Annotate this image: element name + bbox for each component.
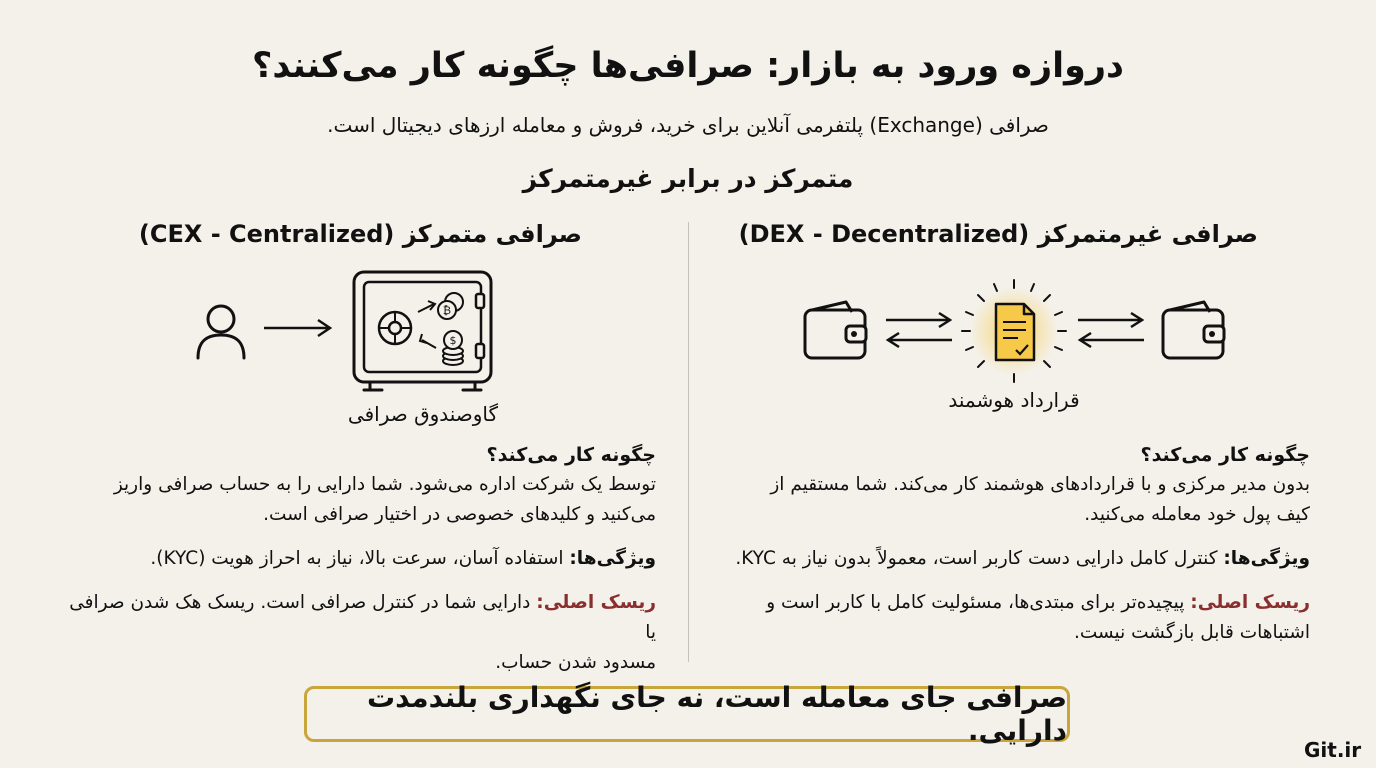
bitcoin-coin-icon <box>438 293 463 319</box>
dex-how-line-2: کیف پول خود معامله می‌کنید. <box>1084 504 1310 525</box>
cex-risk-label: ریسک اصلی: <box>536 592 656 613</box>
smart-contract-icon <box>960 278 1068 384</box>
dex-risk-line-1: پیچیده‌تر برای مبتدی‌ها، مسئولیت کامل با کاربر است و <box>766 592 1191 613</box>
vault-dial-icon <box>379 312 411 344</box>
wallet-icon <box>1160 298 1228 362</box>
cex-features-text: استفاده آسان، سرعت بالا، نیاز به احراز هویت (KYC). <box>150 548 570 569</box>
exchange-arrows-icon <box>1076 310 1146 350</box>
dex-features-text: کنترل کامل دارایی دست کاربر است، معمولاً بدون نیاز به KYC. <box>735 548 1224 569</box>
cex-risk-line-2: مسدود شدن حساب. <box>495 652 656 673</box>
motto-box <box>304 681 1070 747</box>
page-subtitle: صرافی (Exchange) پلتفرمی آنلاین برای خرید، فروش و معامله ارزهای دیجیتال است. <box>327 113 1049 137</box>
cex-risk-line-1: دارایی شما در کنترل صرافی است. ریسک هک شدن صرافی یا <box>69 592 656 643</box>
cex-how-line-1: توسط یک شرکت اداره می‌شود. شما دارایی را به حساب صرافی واریز <box>113 474 656 495</box>
dex-features <box>716 544 1310 574</box>
vault-icon <box>350 268 495 394</box>
comparison-heading: متمرکز در برابر غیرمتمرکز <box>522 164 854 193</box>
cex-title: صرافی متمرکز (CEX - Centralized) <box>138 220 582 248</box>
cex-features-label: ویژگی‌ها: <box>569 548 656 569</box>
column-divider <box>688 222 689 662</box>
svg-text:₿: ₿ <box>442 304 452 317</box>
cex-description <box>60 440 656 678</box>
dex-risk <box>716 588 1310 618</box>
dex-features-label: ویژگی‌ها: <box>1223 548 1310 569</box>
cex-how-line-2: می‌کنید و کلیدهای خصوصی در اختیار صرافی است. <box>263 504 656 525</box>
dex-how-line-1: بدون مدیر مرکزی و با قراردادهای هوشمند کار می‌کند. شما مستقیم از <box>770 474 1310 495</box>
exchange-arrows-icon <box>884 310 954 350</box>
smart-contract-caption: قرارداد هوشمند <box>948 388 1080 412</box>
wallet-icon <box>802 298 870 362</box>
dex-risk-line-2: اشتباهات قابل بازگشت نیست. <box>1073 622 1310 643</box>
dex-how-heading: چگونه کار می‌کند؟ <box>1140 444 1310 466</box>
page-title: دروازه ورود به بازار: صرافی‌ها چگونه کار می‌کنند؟ <box>252 46 1124 86</box>
svg-text:$: $ <box>449 334 457 347</box>
dollar-coins-icon <box>443 331 463 365</box>
motto-text: صرافی جای معامله است، نه جای نگهداری بلندمدت دارایی. <box>366 681 1067 747</box>
vault-caption: گاوصندوق صرافی <box>347 402 499 426</box>
cex-risk <box>60 588 656 648</box>
arrow-right-icon <box>262 318 334 338</box>
user-icon <box>194 302 248 360</box>
cex-features <box>60 544 656 574</box>
dex-title: صرافی غیرمتمرکز (DEX - Decentralized) <box>738 220 1258 248</box>
cex-how-heading: چگونه کار می‌کند؟ <box>486 444 656 466</box>
brand-watermark: Git.ir <box>1304 738 1362 762</box>
dex-risk-label: ریسک اصلی: <box>1190 592 1310 613</box>
dex-description <box>716 440 1310 648</box>
